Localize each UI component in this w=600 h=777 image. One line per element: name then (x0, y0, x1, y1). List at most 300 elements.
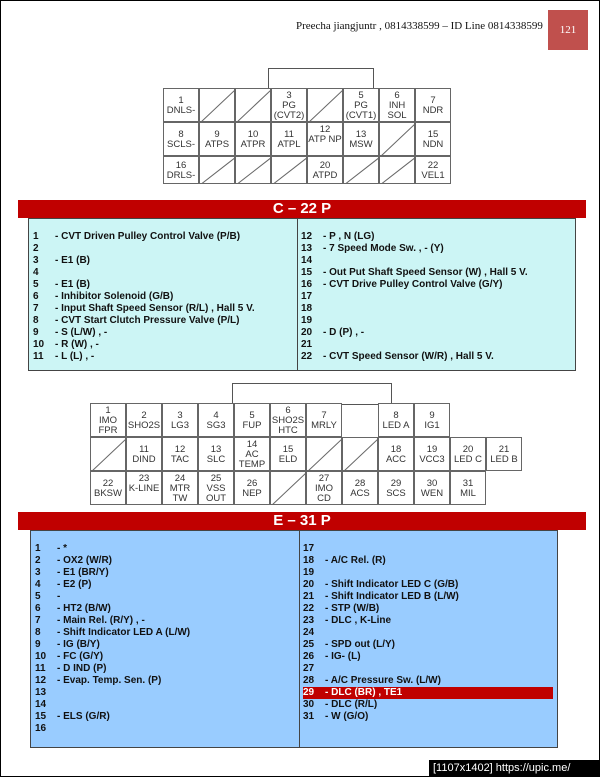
pin-number: 15 (427, 129, 439, 140)
pin-signal: ELD (278, 454, 298, 465)
connector-pin-19 (414, 437, 450, 471)
pin-row-8 (35, 627, 295, 639)
pin-row-16 (301, 279, 571, 291)
pin-row-description: - A/C Rel. (R) (325, 555, 386, 566)
pin-signal: NDN (422, 139, 444, 150)
pin-row-description: - W (G/O) (325, 711, 369, 722)
pin-row-number: 7 (35, 615, 41, 626)
pin-signal: VEL1 (421, 170, 445, 181)
pin-number: 31 (462, 478, 474, 489)
pin-row-description: - IG (B/Y) (57, 639, 100, 650)
pin-signal: IMO FPR (98, 415, 118, 436)
connector-pin-empty (306, 437, 342, 471)
pin-row-description: - S (L/W) , - (55, 327, 108, 338)
pin-row-number: 8 (35, 627, 41, 638)
pin-number: 12 (174, 444, 186, 455)
pin-row-number: 3 (35, 567, 41, 578)
pin-number: 9 (214, 129, 220, 140)
pin-signal: INH SOL (387, 100, 407, 121)
pin-number: 20 (319, 160, 331, 171)
pin-row-23 (303, 615, 553, 627)
pin-signal: LED A (382, 420, 410, 431)
pin-signal: ATPD (312, 170, 338, 181)
connector-pin-3 (271, 88, 307, 122)
pin-number: 6 (394, 90, 400, 101)
pin-row-25 (303, 639, 553, 651)
connector-pin-18 (378, 437, 414, 471)
connector-pin-13 (343, 122, 379, 156)
pin-signal: PG (CVT2) (273, 100, 305, 121)
page-number: 121 (548, 10, 588, 50)
pin-number: 6 (285, 405, 291, 416)
connector-pin-26 (234, 471, 270, 505)
pin-number: 25 (210, 473, 222, 484)
c22-right-column (297, 219, 575, 370)
pin-row-description: - Inhibitor Solenoid (G/B) (55, 291, 174, 302)
pin-row-number: 1 (35, 543, 41, 554)
pin-row-5 (35, 591, 295, 603)
connector-pin-5 (234, 403, 270, 437)
pin-row-31 (303, 711, 553, 723)
connector-pin-27 (306, 471, 342, 505)
connector-pin-4 (198, 403, 234, 437)
pin-number: 2 (141, 410, 147, 421)
connector-pin-30 (414, 471, 450, 505)
connector-pin-empty (235, 156, 271, 184)
pin-row-number: 21 (303, 591, 315, 602)
pin-number: 22 (427, 160, 439, 171)
pin-row-15 (35, 711, 295, 723)
pin-row-number: 18 (301, 303, 313, 314)
pin-row-4 (33, 267, 293, 279)
pin-row-number: 4 (35, 579, 41, 590)
connector-pin-20 (450, 437, 486, 471)
connector-pin-11 (126, 437, 162, 471)
connector-pin-8 (378, 403, 414, 437)
pin-row-number: 9 (33, 327, 39, 338)
pin-number: 4 (213, 410, 219, 421)
connector-pin-11 (271, 122, 307, 156)
connector-pin-empty (90, 437, 126, 471)
pin-signal: AC TEMP (238, 449, 266, 470)
pin-row-24 (303, 627, 553, 639)
pin-row-number: 7 (33, 303, 39, 314)
connector-pin-empty (271, 156, 307, 184)
pin-number: 8 (393, 410, 399, 421)
pin-row-description: - CVT Driven Pulley Control Valve (P/B) (55, 231, 241, 242)
pin-row-description: - E2 (P) (57, 579, 92, 590)
pin-number: 5 (358, 90, 364, 101)
connector-pin-1 (163, 88, 199, 122)
connector-pin-21 (486, 437, 522, 471)
pin-row-description: - Shift Indicator LED C (G/B) (325, 579, 459, 590)
pin-row-number: 2 (35, 555, 41, 566)
pin-row-20 (303, 579, 553, 591)
pin-row-20 (301, 327, 571, 339)
pin-number: 28 (354, 478, 366, 489)
pin-row-number: 16 (301, 279, 313, 290)
pin-row-description: - L (L) , - (55, 351, 95, 362)
pin-signal: SLC (206, 454, 226, 465)
pin-row-15 (301, 267, 571, 279)
page-header: Preecha jiangjuntr , 0814338599 – ID Line 0814338599 (296, 20, 543, 32)
connector-pin-22 (415, 156, 451, 184)
pin-row-6 (33, 291, 293, 303)
c22-pin-table (28, 218, 576, 371)
pin-row-description: - OX2 (W/R) (57, 555, 112, 566)
pin-number: 7 (321, 410, 327, 421)
pin-signal: SHO2S HTC (271, 415, 305, 436)
pin-row-number: 2 (33, 243, 39, 254)
pin-row-18 (303, 555, 553, 567)
pin-row-8 (33, 315, 293, 327)
pin-row-4 (35, 579, 295, 591)
pin-row-description: - D (P) , - (323, 327, 365, 338)
connector-pin-6 (379, 88, 415, 122)
connector-pin-empty (379, 156, 415, 184)
connector-pin-7 (415, 88, 451, 122)
pin-number: 16 (175, 160, 187, 171)
pin-row-number: 22 (301, 351, 313, 362)
pin-row-number: 14 (35, 699, 47, 710)
pin-signal: ATPL (277, 139, 301, 150)
c22-title: C – 22 P (18, 200, 586, 218)
pin-row-number: 28 (303, 675, 315, 686)
pin-number: 13 (355, 129, 367, 140)
pin-row-6 (35, 603, 295, 615)
connector-pin-15 (270, 437, 306, 471)
pin-row-description: - A/C Pressure Sw. (L/W) (325, 675, 441, 686)
pin-number: 26 (246, 478, 258, 489)
pin-row-12 (35, 675, 295, 687)
pin-number: 29 (390, 478, 402, 489)
pin-number: 9 (429, 410, 435, 421)
connector-pin-empty (270, 471, 306, 505)
pin-row-16 (35, 723, 295, 735)
pin-row-description: - CVT Drive Pulley Control Valve (G/Y) (323, 279, 503, 290)
pin-row-28 (303, 675, 553, 687)
pin-signal: VCC3 (419, 454, 445, 465)
pin-row-18 (301, 303, 571, 315)
pin-row-number: 29 (303, 687, 315, 698)
pin-row-17 (301, 291, 571, 303)
pin-row-22 (301, 351, 571, 363)
pin-row-number: 3 (33, 255, 39, 266)
pin-row-10 (35, 651, 295, 663)
pin-row-1 (35, 543, 295, 555)
connector-pin-9 (414, 403, 450, 437)
pin-row-22 (303, 603, 553, 615)
pin-row-number: 18 (303, 555, 315, 566)
pin-signal: BKSW (94, 488, 122, 499)
pin-row-description: - Out Put Shaft Speed Sensor (W) , Hall 5 V. (323, 267, 528, 278)
pin-signal: ATPS (204, 139, 230, 150)
connector-latch (232, 383, 392, 405)
pin-row-number: 15 (301, 267, 313, 278)
pin-signal: LED B (490, 454, 518, 465)
e31-right-column (299, 531, 557, 747)
pin-row-17 (303, 543, 553, 555)
pin-signal: NDR (422, 105, 444, 116)
pin-number: 22 (102, 478, 114, 489)
connector-pin-8 (163, 122, 199, 156)
connector-pin-12 (307, 122, 343, 156)
pin-row-number: 27 (303, 663, 315, 674)
connector-pin-29 (378, 471, 414, 505)
pin-row-number: 23 (303, 615, 315, 626)
pin-row-description: - Shift Indicator LED B (L/W) (325, 591, 459, 602)
pin-signal: MTR TW (169, 483, 191, 504)
pin-row-number: 16 (35, 723, 47, 734)
pin-row-30 (303, 699, 553, 711)
connector-pin-28 (342, 471, 378, 505)
pin-row-description: - E1 (B) (55, 255, 90, 266)
pin-row-19 (303, 567, 553, 579)
pin-row-number: 9 (35, 639, 41, 650)
pin-row-11 (33, 351, 293, 363)
pin-row-number: 19 (301, 315, 313, 326)
pin-signal: IG1 (424, 420, 440, 431)
pin-row-description: - 7 Speed Mode Sw. , - (Y) (323, 243, 444, 254)
pin-signal: FUP (242, 420, 262, 431)
connector-pin-24 (162, 471, 198, 505)
pin-signal: SG3 (206, 420, 226, 431)
connector-pin-2 (126, 403, 162, 437)
pin-row-number: 20 (301, 327, 313, 338)
pin-number: 15 (282, 444, 294, 455)
connector-pin-9 (199, 122, 235, 156)
connector-pin-6 (270, 403, 306, 437)
pin-signal: K-LINE (128, 483, 160, 494)
c22-left-column (29, 219, 298, 370)
connector-pin-7 (306, 403, 342, 437)
pin-row-3 (33, 255, 293, 267)
pin-row-3 (35, 567, 295, 579)
pin-number: 3 (177, 410, 183, 421)
pin-row-21 (303, 591, 553, 603)
pin-row-number: 4 (33, 267, 39, 278)
pin-row-26 (303, 651, 553, 663)
connector-pin-empty (199, 88, 235, 122)
pin-row-number: 21 (301, 339, 313, 350)
pin-number: 30 (426, 478, 438, 489)
pin-number: 1 (105, 405, 111, 416)
pin-number: 24 (174, 473, 186, 484)
pin-row-19 (301, 315, 571, 327)
pin-number: 11 (139, 444, 149, 455)
connector-pin-empty (343, 156, 379, 184)
pin-row-2 (35, 555, 295, 567)
pin-row-description: - ELS (G/R) (57, 711, 110, 722)
pin-row-description: - HT2 (B/W) (57, 603, 111, 614)
pin-row-description: - Input Shaft Speed Sensor (R/L) , Hall 5 V. (55, 303, 255, 314)
connector-pin-empty (379, 122, 415, 156)
pin-signal: LED C (454, 454, 482, 465)
pin-row-number: 6 (35, 603, 41, 614)
pin-row-description: - D IND (P) (57, 663, 107, 674)
pin-row-14 (301, 255, 571, 267)
pin-signal: LG3 (171, 420, 189, 431)
connector-pin-10 (235, 122, 271, 156)
pin-signal: NEP (242, 488, 262, 499)
connector-pin-20 (307, 156, 343, 184)
pin-number: 7 (430, 95, 436, 106)
pin-number: 20 (462, 444, 474, 455)
footer-watermark: [1107x1402] https://upic.me/ (429, 760, 600, 777)
pin-number: 5 (249, 410, 255, 421)
pin-number: 21 (498, 444, 510, 455)
connector-pin-25 (198, 471, 234, 505)
connector-pin-31 (450, 471, 486, 505)
connector-pin-23 (126, 471, 162, 505)
pin-signal: DNLS- (166, 105, 196, 116)
connector-pin-empty (307, 88, 343, 122)
pin-signal: ATPR (240, 139, 266, 150)
pin-row-1 (33, 231, 293, 243)
pin-row-description: - IG- (L) (325, 651, 361, 662)
e31-left-column (31, 531, 300, 747)
pin-signal: WEN (420, 488, 444, 499)
pin-signal: DIND (132, 454, 156, 465)
pin-row-number: 11 (35, 663, 46, 674)
pin-number: 23 (138, 473, 150, 484)
connector-pin-empty (235, 88, 271, 122)
pin-row-description: - CVT Start Clutch Pressure Valve (P/L) (55, 315, 240, 326)
pin-row-number: 20 (303, 579, 315, 590)
pin-row-13 (301, 243, 571, 255)
connector-pin-1 (90, 403, 126, 437)
pin-signal: SCLS- (167, 139, 195, 150)
pin-signal: SHO2S (127, 420, 161, 431)
pin-row-description: - R (W) , - (55, 339, 99, 350)
pin-row-number: 26 (303, 651, 315, 662)
pin-row-number: 8 (33, 315, 39, 326)
pin-number: 19 (426, 444, 438, 455)
pin-number: 3 (286, 90, 292, 101)
pin-row-number: 30 (303, 699, 315, 710)
e31-pin-table (30, 530, 558, 748)
connector-pin-3 (162, 403, 198, 437)
pin-number: 11 (284, 129, 294, 140)
pin-signal: IMO CD (315, 483, 333, 504)
connector-pin-14 (234, 437, 270, 471)
pin-row-10 (33, 339, 293, 351)
pin-row-7 (35, 615, 295, 627)
pin-row-13 (35, 687, 295, 699)
pin-signal: TAC (170, 454, 190, 465)
pin-row-number: 31 (303, 711, 315, 722)
pin-signal: VSS OUT (205, 483, 227, 504)
pin-row-number: 5 (35, 591, 41, 602)
pin-signal: ATP NP (308, 134, 342, 145)
pin-row-number: 10 (35, 651, 47, 662)
pin-row-description: - P , N (LG) (323, 231, 375, 242)
connector-pin-16 (163, 156, 199, 184)
pin-number: 8 (178, 129, 184, 140)
e31-title: E – 31 P (18, 512, 586, 530)
pin-number: 12 (319, 124, 331, 135)
pin-row-number: 13 (301, 243, 313, 254)
pin-row-number: 10 (33, 339, 45, 350)
pin-signal: ACC (385, 454, 407, 465)
pin-row-2 (33, 243, 293, 255)
connector-pin-22 (90, 471, 126, 505)
connector-pin-13 (198, 437, 234, 471)
pin-row-9 (35, 639, 295, 651)
pin-signal: PG (CVT1) (345, 100, 377, 121)
pin-row-description: - DLC (R/L) (325, 699, 378, 710)
pin-number: 13 (210, 444, 222, 455)
pin-row-number: 11 (33, 351, 44, 362)
pin-row-description: - SPD out (L/Y) (325, 639, 395, 650)
connector-pin-empty (342, 437, 378, 471)
pin-row-description: - STP (W/B) (325, 603, 380, 614)
pin-row-number: 25 (303, 639, 315, 650)
pin-number: 1 (178, 95, 184, 106)
pin-row-number: 12 (35, 675, 47, 686)
pin-row-number: 17 (303, 543, 315, 554)
pin-number: 27 (318, 473, 330, 484)
pin-number: 14 (246, 439, 258, 450)
pin-signal: MSW (349, 139, 373, 150)
pin-row-number: 1 (33, 231, 39, 242)
pin-row-number: 24 (303, 627, 315, 638)
pin-row-14 (35, 699, 295, 711)
pin-row-7 (33, 303, 293, 315)
connector-pin-5 (343, 88, 379, 122)
pin-row-number: 13 (35, 687, 47, 698)
pin-number: 18 (390, 444, 402, 455)
pin-row-description: - (57, 591, 61, 602)
pin-row-number: 6 (33, 291, 39, 302)
pin-row-number: 19 (303, 567, 315, 578)
pin-row-description: - DLC (BR) , TE1 (325, 687, 403, 698)
pin-row-description: - DLC , K-Line (325, 615, 392, 626)
pin-row-description: - Evap. Temp. Sen. (P) (57, 675, 162, 686)
pin-row-description: - E1 (BR/Y) (57, 567, 109, 578)
pin-signal: MRLY (311, 420, 337, 431)
pin-row-number: 12 (301, 231, 313, 242)
pin-row-number: 5 (33, 279, 39, 290)
pin-row-27 (303, 663, 553, 675)
pin-row-21 (301, 339, 571, 351)
pin-row-description: - * (57, 543, 67, 554)
connector-pin-15 (415, 122, 451, 156)
pin-row-number: 14 (301, 255, 313, 266)
pin-row-description: - Main Rel. (R/Y) , - (57, 615, 145, 626)
pin-row-description: - FC (G/Y) (57, 651, 104, 662)
pin-signal: MIL (460, 488, 476, 499)
pin-row-number: 15 (35, 711, 47, 722)
pin-row-11 (35, 663, 295, 675)
pin-number: 10 (247, 129, 259, 140)
connector-pin-empty (199, 156, 235, 184)
pin-signal: SCS (386, 488, 406, 499)
pin-row-description: - CVT Speed Sensor (W/R) , Hall 5 V. (323, 351, 494, 362)
pin-row-12 (301, 231, 571, 243)
pin-row-5 (33, 279, 293, 291)
pin-signal: DRLS- (166, 170, 196, 181)
pin-row-number: 17 (301, 291, 313, 302)
pin-row-number: 22 (303, 603, 315, 614)
pin-row-9 (33, 327, 293, 339)
pin-row-description: - Shift Indicator LED A (L/W) (57, 627, 191, 638)
pin-row-description: - E1 (B) (55, 279, 90, 290)
connector-latch (268, 68, 374, 90)
pin-signal: ACS (350, 488, 370, 499)
connector-pin-12 (162, 437, 198, 471)
pin-row-29 (303, 687, 553, 699)
